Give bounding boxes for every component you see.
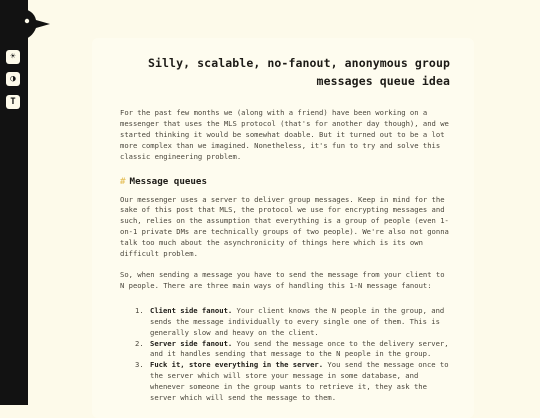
fanout-list	[120, 306, 450, 404]
title-line-1: Silly, scalable, no-fanout, anonymous group	[147, 56, 450, 70]
list-item-bold: Server side fanout.	[150, 338, 233, 348]
paragraph: So, when sending a message you have to send the message from your client to N people. There are three main ways of handling this 1-N message fanout:	[120, 269, 445, 290]
heading-anchor[interactable]: #	[120, 175, 126, 187]
section-title: Message queues	[129, 175, 207, 187]
font-toggle-button[interactable]	[6, 95, 20, 109]
list-item-text: Your client knows the N people in the group, and sends the message individually to every single one of them. This is generally slow and heavy on the client.	[150, 305, 445, 337]
font-icon: T	[10, 96, 16, 107]
page-title	[120, 54, 450, 90]
title-line-2: messages queue idea	[316, 74, 450, 88]
list-item	[148, 339, 450, 361]
contrast-toggle-button[interactable]	[6, 72, 20, 86]
theme-toggle-button[interactable]	[6, 50, 20, 64]
list-item-text: You send the message once to the delivery server, and it handles sending that message to the N people in the group.	[150, 338, 449, 359]
intro-paragraph: For the past few months we (along with a friend) have been working on a messenger that uses the MLS protocol (that's for another day though), and we started thinking it would be somewhat doable. But it turned out to be a lot more complex than we imagined. Nonetheless, it's fun to try and solve this classic engineering problem.	[120, 108, 449, 161]
sidebar	[0, 0, 28, 405]
list-item	[148, 306, 450, 339]
section-heading	[120, 176, 450, 188]
list-item-text: You send the message once to the server which will store your message in some database, and whenever someone in the group wants to retrieve it, they ask the server which will send the message to them.	[150, 360, 449, 403]
list-item-bold: Client side fanout.	[150, 305, 233, 315]
article	[120, 44, 450, 404]
list-item-bold: Fuck it, store everything in the server.	[150, 360, 324, 370]
bird-logo-icon	[0, 8, 50, 42]
list-item	[148, 360, 450, 404]
sun-icon: ☀	[10, 51, 16, 62]
contrast-icon: ◑	[10, 73, 16, 84]
paragraph: Our messenger uses a server to deliver group messages. Keep in mind for the sake of this post that MLS, the protocol we use for encrypting messages and such, relies on the assumption that everything is a group of people (even 1-on-1 private DMs are technically groups of two people). We're also not gonna talk too much about the asynchronicity of things here which is its own difficult problem.	[120, 194, 449, 259]
